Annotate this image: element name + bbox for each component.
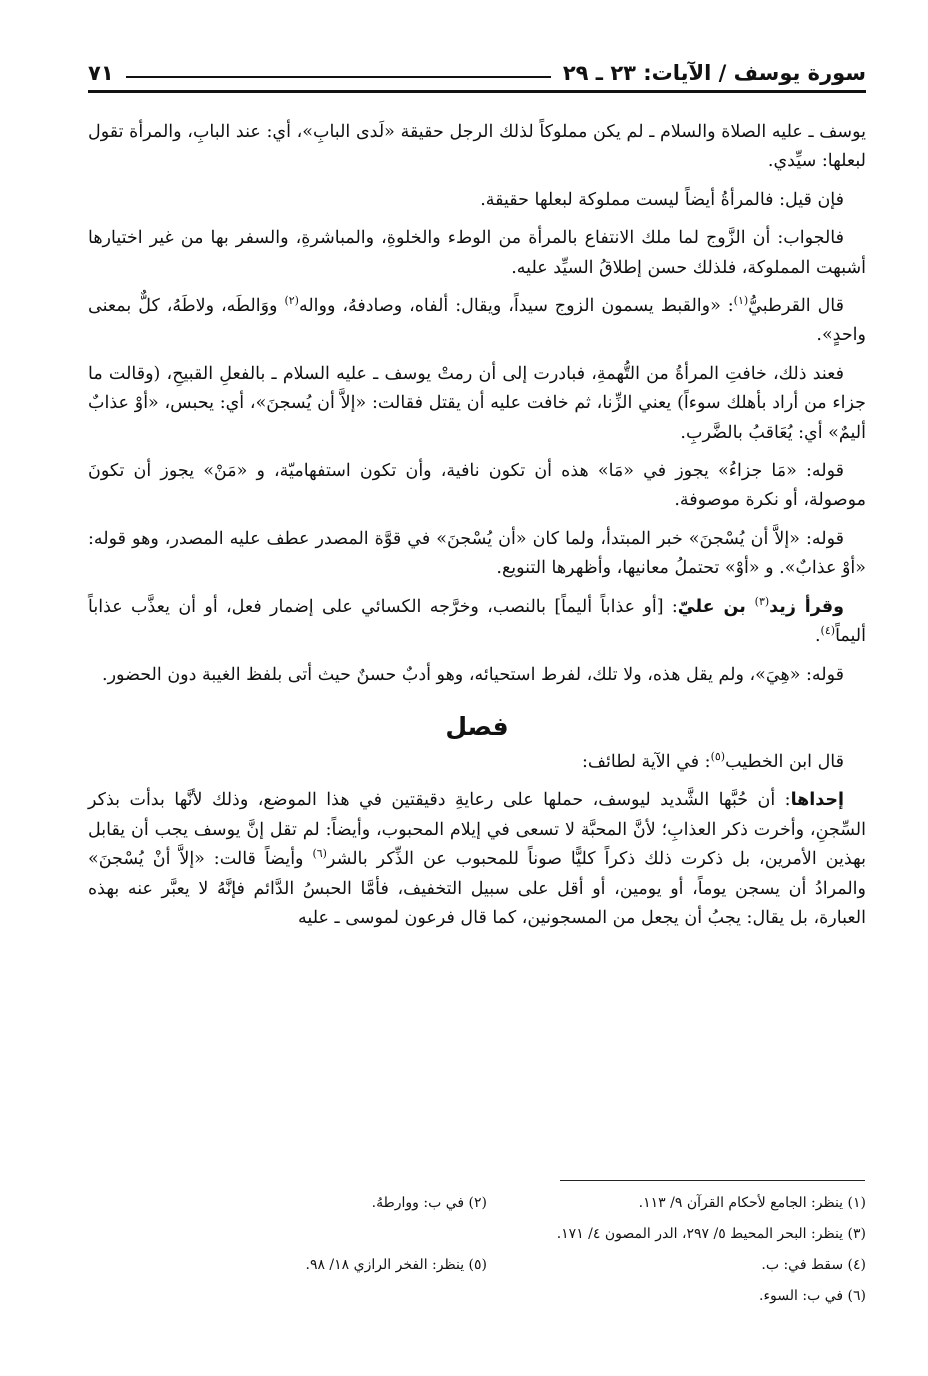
surah-title: سورة يوسف / الآيات: ٢٣ ـ ٢٩ (562, 61, 866, 85)
footnote: (٤) سقط في: ب. (761, 1257, 866, 1273)
paragraph: قال ابن الخطيب$^{(٥)}$: في الآية لطائف: (582, 750, 844, 772)
footnote-separator (560, 1180, 865, 1181)
paragraph: قوله: «مَا جزاءُ» يجوز في «مَا» هذه أن تكون نافية، وأن تكون استفهاميّة، و «مَنْ» يجوز أن تكونَ موصولة، أو نكرة موصوفة. (88, 461, 866, 511)
footnote-ref: (٤) (820, 624, 836, 638)
main-text (88, 118, 866, 942)
footnote: (١) ينظر: الجامع لأحكام القرآن ٩/ ١١٣. (638, 1195, 866, 1211)
paragraph: فإن قيل: فالمرأةُ أيضاً ليست مملوكة لبعلها حقيقة. (480, 189, 844, 210)
footnotes (88, 1192, 866, 1316)
paragraph: فعند ذلك، خافتِ المرأةُ من التُّهمةِ، فبادرت إلى أن رمتْ يوسف ـ عليه السلام ـ بالفعلِ القبيحِ، (وقالت ما جزاء من أراد بأهلك سوءاً) يعني الزِّنا، ثم خافت عليه أن يقتل فقالت: «إلاَّ أن يُسجنَ»، أي: يحبس، «أوْ عذابٌ أليمٌ» أي: يُعَاقبُ بالضَّربِ. (88, 363, 866, 443)
footnote: (٦) في ب: السوء. (759, 1288, 866, 1304)
paragraph: قوله: «إلاَّ أن يُسْجنَ» خبر المبتدأ، ولما كان «أن يُسْجنَ» في قوَّة المصدر عطف عليه المصدر، وهو قوله: «أوْ عذابٌ». و «أوْ» تحتملُ معانيها، وأظهرها التنويع. (88, 528, 866, 579)
footnote: (٢) في ب: ووارطهُ. (371, 1195, 487, 1211)
section-title: فصل (445, 711, 509, 741)
footnote-ref: (٢) (284, 294, 299, 308)
footnote-ref: (٥) (710, 750, 726, 764)
footnote-ref: (٦) (312, 847, 327, 861)
running-header (88, 38, 866, 88)
header-leader-line (126, 76, 551, 78)
paragraph: وقرأ زيد$^{(٣)}$ بن عليّ: [أو عذاباً أليماً] بالنصب، وخرَّجه الكسائي على إضمار فعل، أو أن يعذَّب عذاباً أليماً$^{(٤)}$. (88, 594, 866, 647)
paragraph: فالجواب: أن الزَّوج لما ملك الانتفاع بالمرأة من الوطء والخلوةِ، والمباشرةِ، والسفر بها من غير اختيارها أشبهت المملوكة، فلذلك حسن إطلاقُ السيِّد عليه. (88, 228, 866, 278)
paragraph: إحداها: أن حُبَّها الشَّديد ليوسف، حملها على رعايةِ دقيقتين في هذا الموضع، وذلك لأنَّها بدأت بذكر السِّجنِ، وأخرت ذكر العذابِ؛ لأنَّ المحبَّة لا تسعى في إيلام المحبوب، وأيضاً: لم تقل إنَّ يوسف يجب أن يقابل بهذين الأمرين، بل ذكرت ذلك ذكراً كليًّا صوناً للمحبوب عن الذِّكر بالشر$^{(٦)}$ وأيضاً قالت: «إلاَّ أنْ يُسْجنَ» والمرادُ أن يسجن يوماً، أو يومين، أو أقل على سبيل التخفيف، فأمَّا الحبسُ الدَّائم فإنَّهُ لا يعبَّر عنه بهذه العبارة، بل يقال: يجبُ أن يجعل من المسجونين، كما قال فرعون لموسى ـ عليه (88, 790, 866, 928)
footnote-ref: (٣) (754, 594, 770, 608)
paragraph: قال القرطبيُّ$^{(١)}$: «والقبط يسمون الزوج سيداً، ويقال: ألفاه، وصادفهُ، وواله$^{(٢)}$ ووَالطَه، ولاطَهُ، كلٌّ بمعنى واحدٍ». (88, 294, 866, 346)
footnote: (٥) ينظر: الفخر الرازي ١٨/ ٩٨. (305, 1257, 487, 1273)
paragraph: قوله: «هِيَ»، ولم يقل هذه، ولا تلك، لفرط استحيائه، وهو أدبٌ حسنٌ حيث أتى بلفظ الغيبة دون الحضور. (102, 664, 844, 685)
footnote: (٣) ينظر: البحر المحيط ٥/ ٢٩٧، الدر المصون ٤/ ١٧١. (556, 1226, 866, 1242)
header-rule (88, 90, 866, 93)
page-number: ٧١ (88, 61, 114, 85)
paragraph: يوسف ـ عليه الصلاة والسلام ـ لم يكن مملوكاً لذلك الرجل حقيقة «لَدى البابِ»، أي: عند البابِ، والمرأة تقول لبعلها: سيِّدي. (88, 122, 866, 172)
footnote-ref: (١) (733, 294, 749, 308)
